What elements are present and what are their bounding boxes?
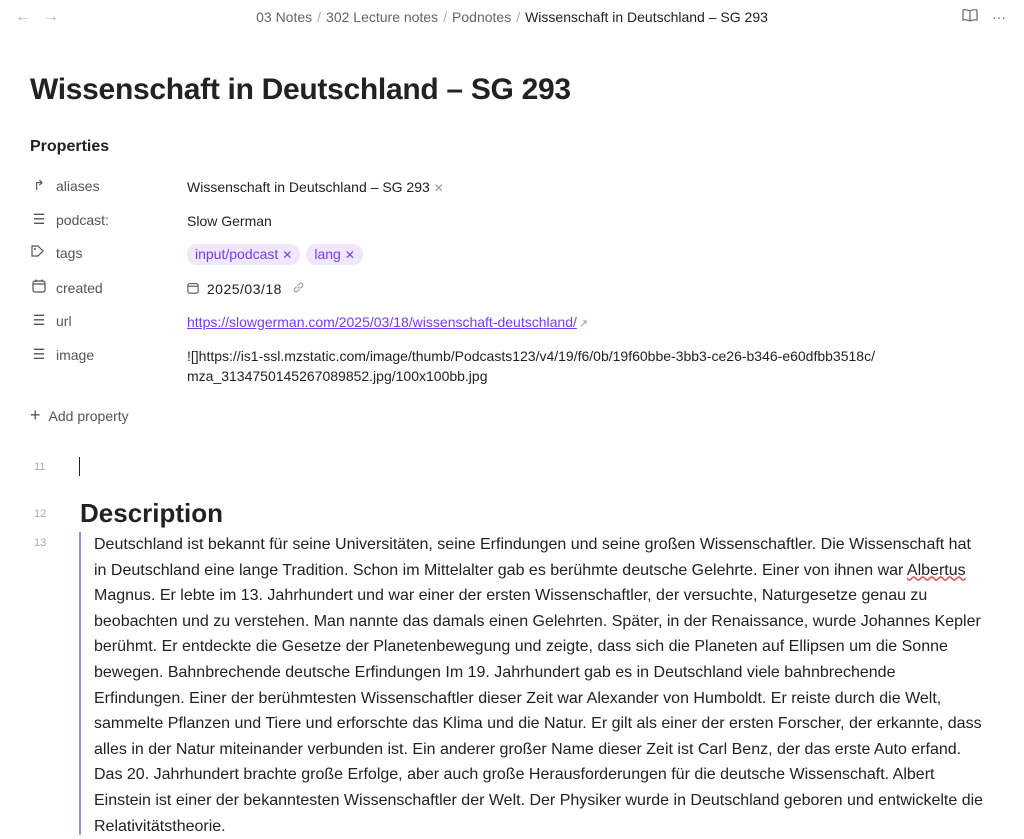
link-icon[interactable] [292,281,305,297]
breadcrumb-current[interactable]: Wissenschaft in Deutschland – SG 293 [525,9,768,25]
breadcrumb-separator: / [443,9,448,25]
property-value[interactable]: ![]https://is1-ssl.mzstatic.com/image/thumb/Podcasts123/v4/19/f6/0b/19f60bbe-3bb3-ce26-b346-e60dfbb3518c/mza_3134750145267089852.jpg/100x100bb.jpg [187,348,875,384]
property-key-label[interactable]: aliases [56,177,100,194]
external-link-icon: ↗ [578,318,589,330]
tag-label: input/podcast [195,246,279,262]
breadcrumb-item-podnotes[interactable]: Podnotes [452,9,512,25]
property-value[interactable] [187,177,887,198]
tag-label: lang [314,246,341,262]
tag-chip[interactable] [306,244,363,265]
plus-icon: + [30,405,41,425]
breadcrumb-separator: / [516,9,521,25]
breadcrumb [0,9,1024,25]
misspelled-word[interactable]: Albertus [906,561,966,579]
property-key [30,279,103,296]
line-number: 13 [34,537,47,549]
book-open-icon[interactable] [962,8,978,25]
property-key-label[interactable]: image [56,346,95,363]
property-key [30,211,109,228]
add-property-label: Add property [48,407,129,424]
page-title[interactable]: Wissenschaft in Deutschland – SG 293 [30,73,571,106]
line-number: 11 [34,461,46,473]
text-lines-icon: ☰ [32,312,46,328]
url-link[interactable]: https://slowgerman.com/2025/03/18/wissenschaft-deutschland/ [187,314,577,330]
body-text: Deutschland ist bekannt für seine Universitäten, seine Erfindungen und seine großen Wissenschaftler. Die Wissenschaft hat in Deutschland eine lange Tradition. Schon im Mittelalter gab es berühmte deutsche Gelehrte. Einer von ihnen war [94,536,971,579]
remove-alias-icon[interactable]: ✕ [433,181,444,195]
forward-arrow-icon: ↱ [33,177,45,193]
tags-icon [30,244,48,261]
property-key [30,244,82,261]
calendar-icon [30,279,48,296]
property-key-label[interactable]: podcast: [56,211,109,228]
line-number: 12 [34,508,47,520]
property-key-label[interactable]: tags [56,244,83,261]
date-value: 2025/03/18 [206,281,282,297]
property-key [30,177,100,194]
arrow-left-icon[interactable]: ← [15,8,31,25]
property-value[interactable] [187,244,887,265]
description-heading[interactable]: Description [80,498,224,528]
properties-heading[interactable]: Properties [30,138,110,155]
remove-tag-icon[interactable]: ✕ [282,248,293,262]
add-property-button[interactable] [30,405,129,426]
property-key-label[interactable]: url [56,312,72,329]
calendar-small-icon [187,281,203,297]
remove-tag-icon[interactable]: ✕ [344,248,355,262]
top-bar [0,0,1024,36]
property-value[interactable]: Slow German [187,213,272,229]
arrow-right-icon[interactable]: → [43,8,59,25]
text-lines-icon: ☰ [32,346,46,362]
text-lines-icon: ☰ [32,211,46,227]
breadcrumb-item-lecture-notes[interactable]: 302 Lecture notes [326,9,439,25]
body-text: Magnus. Er lebte im 13. Jahrhundert und war einer der ersten Wissenschaftler, der versuchte, Naturgesetze genau zu beobachten und zu verstehen. Man nannte das damals einen Gelehrten. Später, in der Renaissance, wurde Johannes Kepler berühmt. Er entdeckte die Gesetze der Planetenbewegung und zeigte, dass sich die Planeten auf Ellipsen um die Sonne bewegen. Bahnbrechende deutsche Erfindungen Im 19. Jahrhundert gab es in Deutschland viele bahnbrechende Erfindungen. Einer der berühmtesten Wissenschaftler dieser Zeit war Alexander von Humboldt. Er reiste durch die Welt, sammelte Pflanzen und Tiere und erforschte das Klima und die Natur. Er gilt als einer der ersten Forscher, der erkannte, dass alles in der Natur miteinander verbunden ist. Ein anderer großer Name dieser Zeit ist Carl Benz, der das erste Auto erfand. Das 20. Jahrhundert brachte große Erfolge, aber auch große Herausforderungen für die deutsche Wissenschaft. Albert Einstein ist einer der bekanntesten Wissenschaftler der Welt. Der Physiker wurde in Deutschland geboren und entwickelte die Relativitätstheorie. [94,587,984,835]
property-value[interactable] [187,312,887,334]
more-icon[interactable]: ··· [992,8,1006,25]
text-cursor [79,457,80,476]
property-value[interactable] [187,279,887,299]
blockquote-bar [79,532,81,835]
description-body[interactable] [94,532,984,839]
breadcrumb-item-notes[interactable]: 03 Notes [256,9,313,25]
property-key [30,346,94,363]
property-key [30,312,72,329]
property-key-label[interactable]: created [56,279,103,296]
tag-chip[interactable] [187,244,300,265]
breadcrumb-separator: / [317,9,322,25]
alias-value: Wissenschaft in Deutschland – SG 293 [187,179,430,195]
